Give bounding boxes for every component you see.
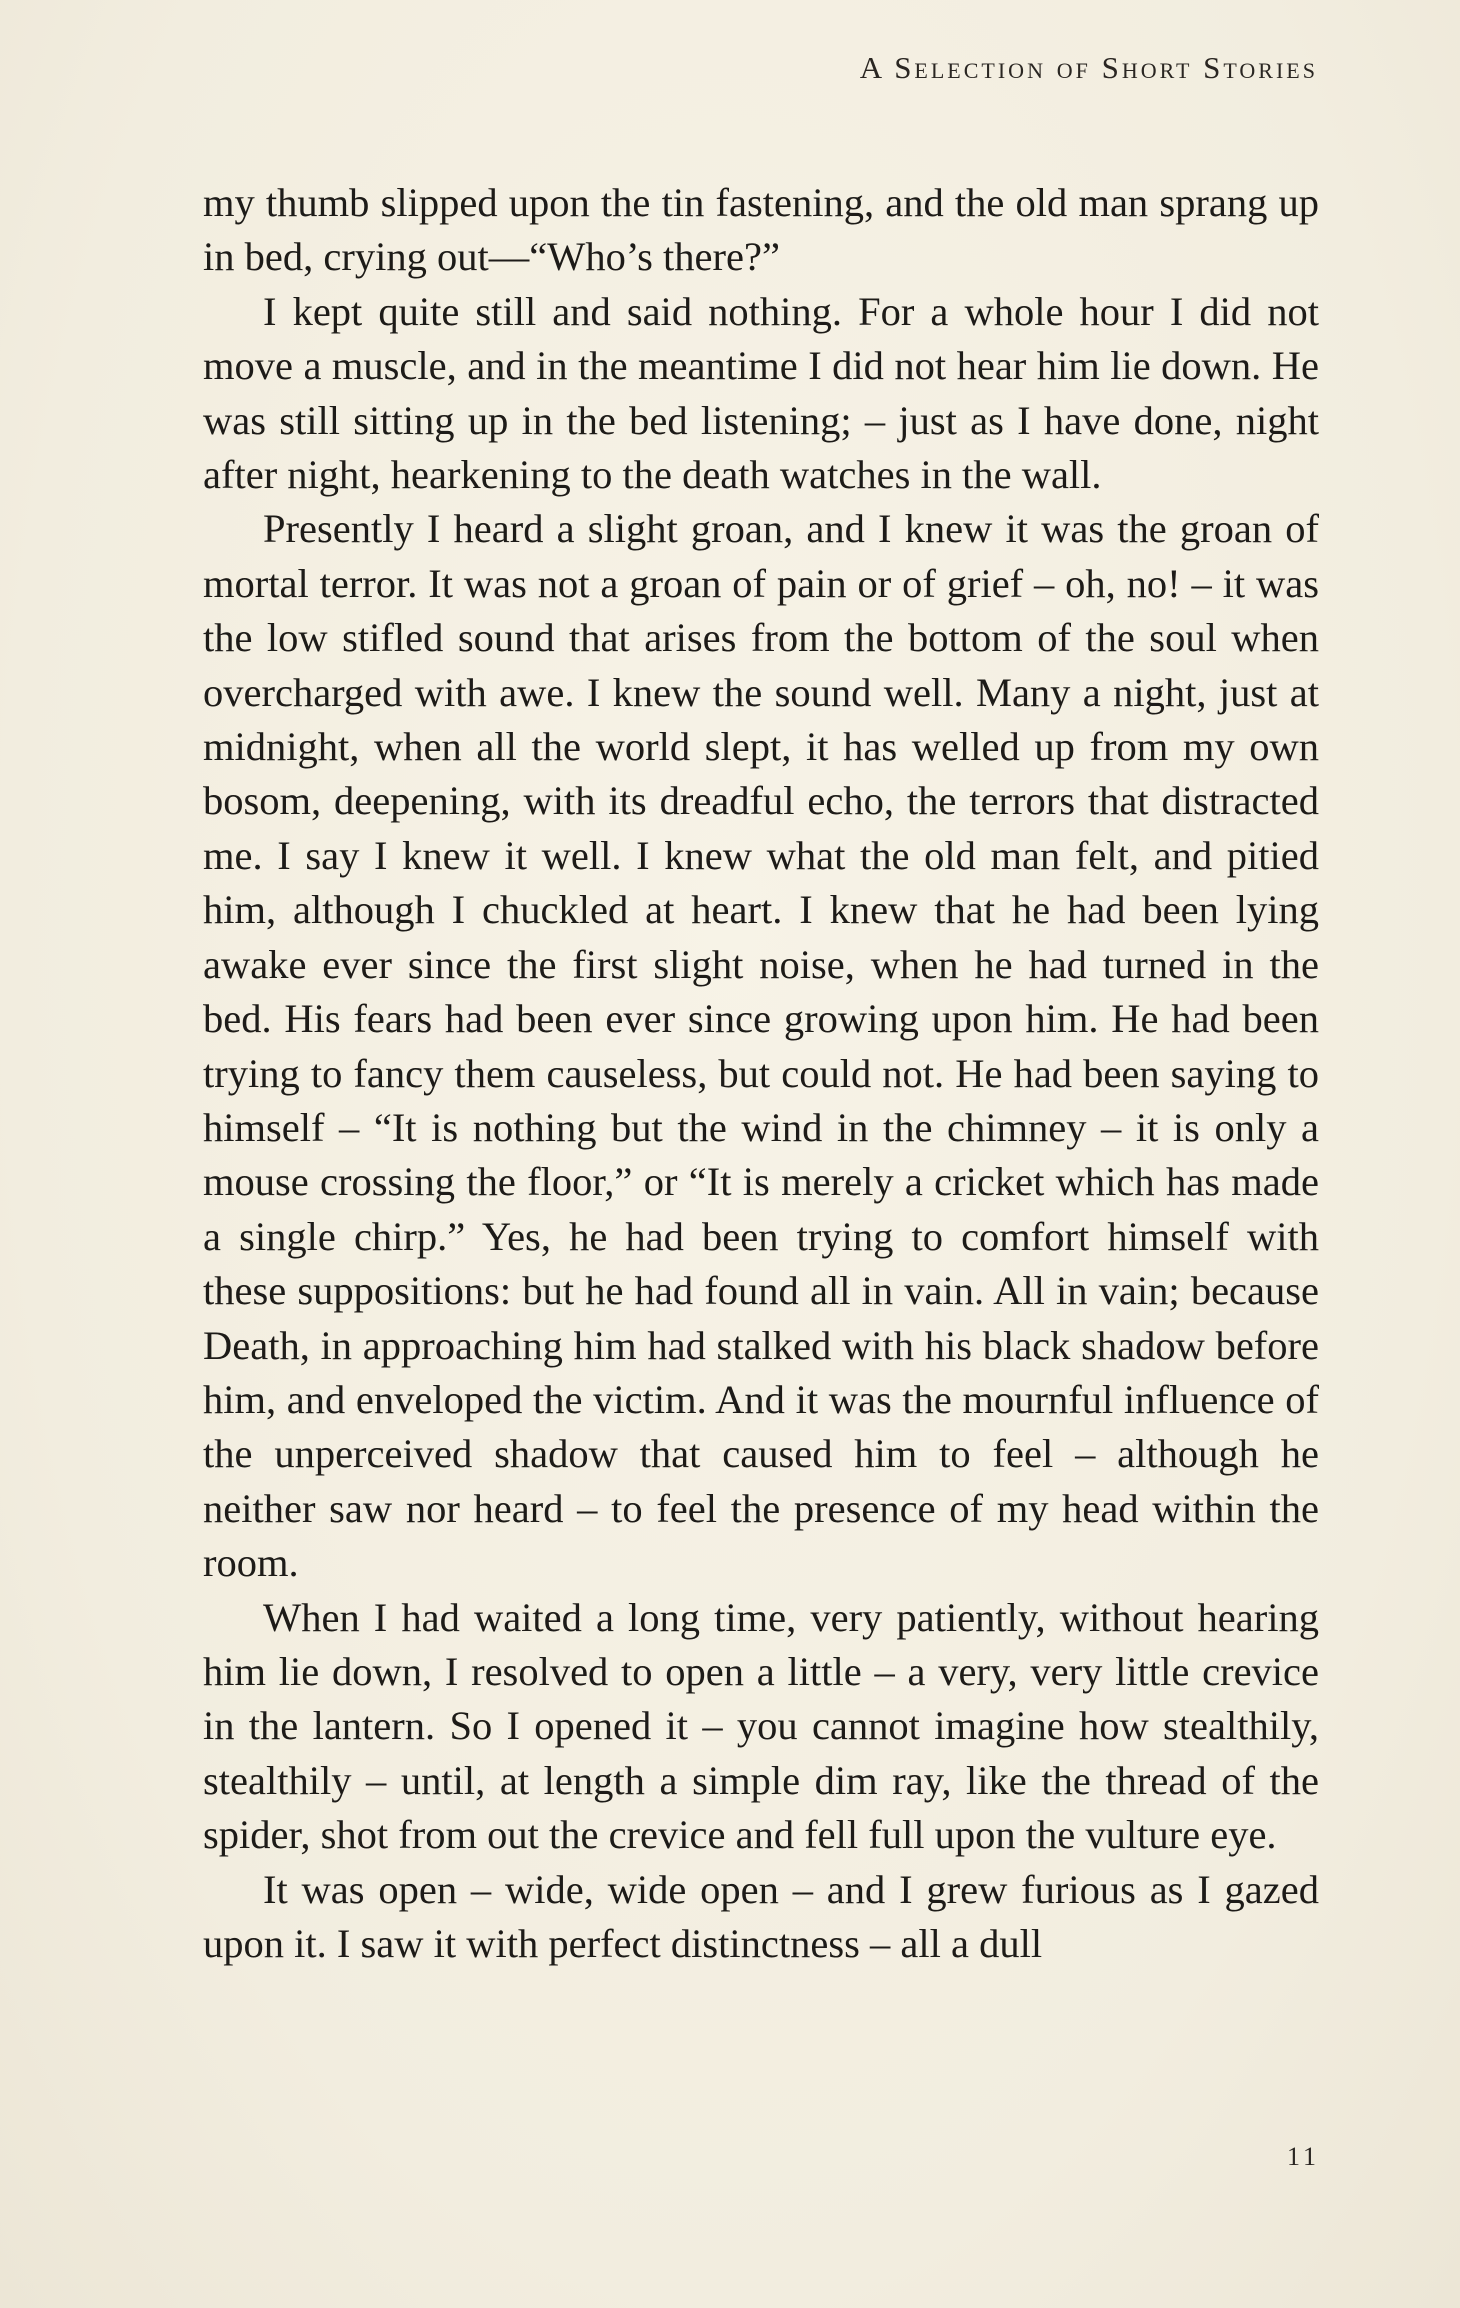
running-head: A Selection of Short Stories	[859, 50, 1318, 85]
paragraph: Presently I heard a slight groan, and I knew it was the groan of mortal terror. It was not a groan of pain or of grief – oh, no! – it was the low stifled sound that arises from the bottom of the soul when overcharged with awe. I knew the sound well. Many a night, just at midnight, when all the world slept, it has welled up from my own bosom, deepening, with its dreadful echo, the terrors that distracted me. I say I knew it well. I knew what the old man felt, and pitied him, although I chuckled at heart. I knew that he had been lying awake ever since the first slight noise, when he had turned in the bed. His fears had been ever since growing upon him. He had been trying to fancy them causeless, but could not. He had been saying to himself – “It is nothing but the wind in the chimney – it is only a mouse crossing the floor,” or “It is merely a cricket which has made a single chirp.” Yes, he had been trying to comfort himself with these suppositions: but he had found all in vain. All in vain; because Death, in approaching him had stalked with his black shadow before him, and enveloped the victim. And it was the mournful influence of the unperceived shadow that caused him to feel – although he neither saw nor heard – to feel the presence of my head within the room.	[203, 506, 1319, 1586]
paragraph-continued: my thumb slipped upon the tin fastening, and the old man sprang up in bed, crying out—“Who’s there?”	[203, 180, 1319, 280]
paragraph: When I had waited a long time, very patiently, without hearing him lie down, I resolved to open a little – a very, very little crevice in the lantern. So I opened it – you cannot imagine how stealthily, stealthily – until, at length a simple dim ray, like the thread of the spider, shot from out the crevice and fell full upon the vulture eye.	[203, 1594, 1319, 1858]
body-text	[203, 176, 1319, 1971]
paragraph: I kept quite still and said nothing. For a whole hour I did not move a muscle, and in the meantime I did not hear him lie down. He was still sitting up in the bed listening; – just as I have done, night after night, hearkening to the death watches in the wall.	[203, 288, 1319, 498]
page-number: 11	[1286, 2142, 1320, 2171]
paragraph: It was open – wide, wide open – and I grew furious as I gazed upon it. I saw it with perfect distinctness – all a dull	[203, 1866, 1319, 1966]
